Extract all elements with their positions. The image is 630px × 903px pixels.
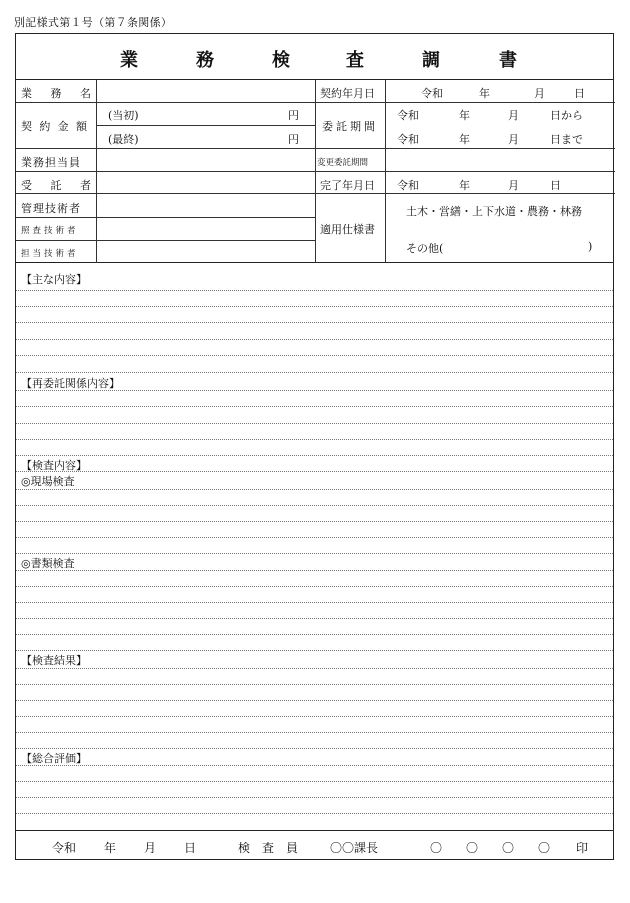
footer-hi: 日 (184, 841, 197, 855)
title-char-6: 書 (499, 50, 517, 71)
completion-nen: 年 (459, 179, 470, 192)
period-from-tsuki: 月 (508, 109, 519, 122)
label-yen-final: 円 (288, 133, 299, 146)
subsection-site-inspection: ◎現場検査 (21, 475, 75, 488)
title-char-5: 調 (422, 50, 440, 71)
section-inspection-result: 【検査結果】 (21, 654, 87, 667)
footer-seal-mark: 印 (576, 841, 589, 855)
section-inspection-content: 【検査内容】 (21, 459, 87, 472)
period-from-hi: 日から (550, 109, 583, 122)
contract-nen: 年 (479, 87, 490, 100)
period-from-nen: 年 (459, 109, 470, 122)
footer-nen: 年 (104, 841, 117, 855)
label-henkou-itaku-kikan: 変更委託期間 (317, 158, 369, 168)
label-gyomu-tantou: 業務担当員 (21, 156, 81, 169)
footer-reiwa: 令和 (52, 841, 77, 855)
period-to-nen: 年 (459, 133, 470, 146)
form-number: 別記様式第１号（第７条関係） (14, 16, 173, 29)
label-tekiyou-shiyousho: 適用仕様書 (320, 223, 375, 236)
period-from-reiwa: 令和 (397, 109, 419, 122)
footer-kachou: 〇〇課長 (330, 841, 379, 855)
period-to-reiwa: 令和 (397, 133, 419, 146)
subsection-document-inspection: ◎書類検査 (21, 557, 75, 570)
spec-options: 土木・営繕・上下水道・農務・林務 (406, 205, 582, 218)
title-char-4: 査 (346, 50, 364, 71)
section-overall-evaluation: 【総合評価】 (21, 752, 87, 765)
label-tantou-gijutsu: 担当技術者 (21, 249, 79, 259)
spec-other-close: ) (588, 240, 593, 253)
footer-tsuki: 月 (144, 841, 157, 855)
footer-signature-row (16, 830, 613, 861)
label-kanryou-nengappi: 完了年月日 (320, 179, 375, 192)
label-itaku-kikan: 委託期間 (322, 120, 378, 133)
completion-hi: 日 (550, 179, 561, 192)
section-main-content: 【主な内容】 (21, 273, 87, 286)
period-to-tsuki: 月 (508, 133, 519, 146)
contract-reiwa: 令和 (421, 87, 443, 100)
contract-hi: 日 (574, 87, 585, 100)
label-toshou: (当初) (108, 109, 139, 122)
label-saishu: (最終) (108, 133, 139, 146)
label-jutakusha: 受 託 者 (21, 179, 91, 192)
label-shousa-gijutsu: 照査技術者 (21, 226, 79, 236)
title-char-2: 務 (196, 50, 214, 71)
label-gyomu-mei: 業 務 名 (21, 87, 91, 100)
footer-kensain: 検 査 員 (238, 841, 299, 855)
label-keiyaku-nengappi: 契約年月日 (320, 87, 375, 100)
period-to-hi: 日まで (550, 133, 583, 146)
title-char-3: 検 (272, 50, 290, 71)
section-subcontract: 【再委託関係内容】 (21, 377, 120, 390)
header-grid (16, 80, 613, 263)
label-keiyaku-kingaku: 契約金額 (21, 120, 91, 133)
inspection-report-form (15, 33, 614, 860)
completion-tsuki: 月 (508, 179, 519, 192)
contract-tsuki: 月 (534, 87, 545, 100)
spec-other: その他( (406, 242, 444, 255)
title-char-1: 業 (120, 50, 138, 71)
label-kanri-gijutsu: 管理技術者 (21, 202, 81, 215)
label-yen-initial: 円 (288, 109, 299, 122)
footer-name-circles: 〇 〇 〇 〇 (430, 841, 551, 855)
form-title (16, 34, 613, 80)
completion-reiwa: 令和 (397, 179, 419, 192)
